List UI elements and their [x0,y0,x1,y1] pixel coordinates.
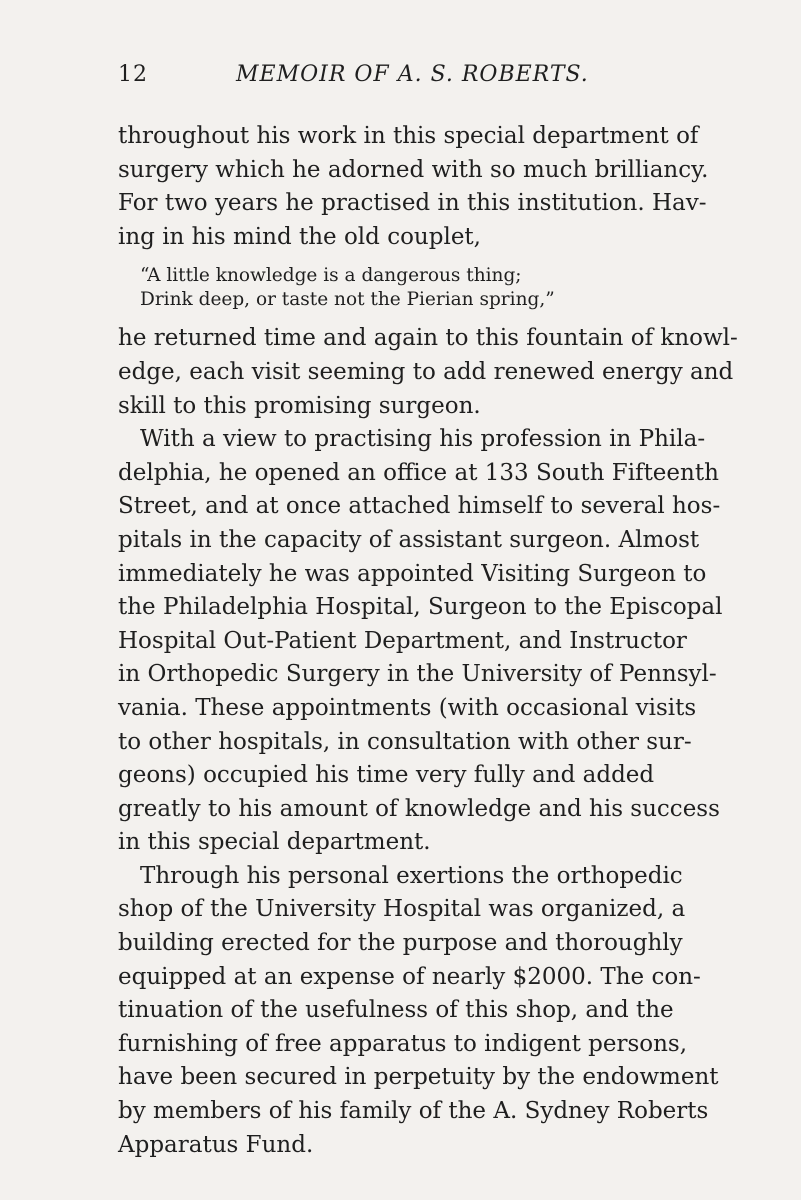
text-line: in Orthopedic Surgery in the University of Pennsyl- [118,661,717,688]
paragraph-3 [118,423,723,860]
paragraph-4 [118,860,718,1162]
text-line: in this special department. [118,829,431,856]
quote-line: Drink deep, or taste not the Pierian spring,” [140,289,555,311]
text-line: For two years he practised in this institution. Hav- [118,190,707,217]
text-line: delphia, he opened an office at 133 South Fifteenth [118,459,719,486]
text-line: tinuation of the usefulness of this shop, and the [118,997,674,1024]
text-line: Through his personal exertions the orthopedic [140,862,683,889]
text-line: furnishing of free apparatus to indigent persons, [118,1030,688,1057]
text-line: the Philadelphia Hospital, Surgeon to the Episcopal [118,594,723,621]
text-line: he returned time and again to this fountain of knowl- [118,325,738,352]
text-line: surgery which he adorned with so much brilliancy. [118,156,709,183]
text-line: Hospital Out-Patient Department, and Instructor [118,627,687,654]
body-text [118,120,738,1162]
paragraph-2 [118,322,738,423]
paragraph-1 [118,120,718,254]
running-head: MEMOIR OF A. S. ROBERTS. [236,62,589,87]
text-line: edge, each visit seeming to add renewed energy and [118,358,734,385]
text-line: Apparatus Fund. [118,1131,314,1158]
text-line: to other hospitals, in consultation with other sur- [118,728,692,755]
text-line: throughout his work in this special department of [118,123,699,149]
page-header [118,62,708,102]
text-line: by members of his family of the A. Sydney Roberts [118,1098,709,1125]
text-line: With a view to practising his profession in Phila- [140,426,706,453]
text-line: have been secured in perpetuity by the endowment [118,1064,719,1091]
text-line: pitals in the capacity of assistant surgeon. Almost [118,526,700,553]
text-line: shop of the University Hospital was organized, a [118,896,686,923]
text-line: equipped at an expense of nearly $2000. The con- [118,963,701,990]
text-line: geons) occupied his time very fully and added [118,762,655,789]
text-line: greatly to his amount of knowledge and his success [118,795,720,822]
text-line: building erected for the purpose and thoroughly [118,930,683,957]
page-number: 12 [118,62,148,87]
text-line: ing in his mind the old couplet, [118,223,481,250]
quote-line: “A little knowledge is a dangerous thing; [140,265,522,287]
text-line: Street, and at once attached himself to several hos- [118,493,721,520]
text-line: vania. These appointments (with occasional visits [118,694,697,721]
quoted-couplet [118,264,718,312]
text-line: skill to this promising surgeon. [118,392,481,419]
text-line: immediately he was appointed Visiting Surgeon to [118,560,707,587]
